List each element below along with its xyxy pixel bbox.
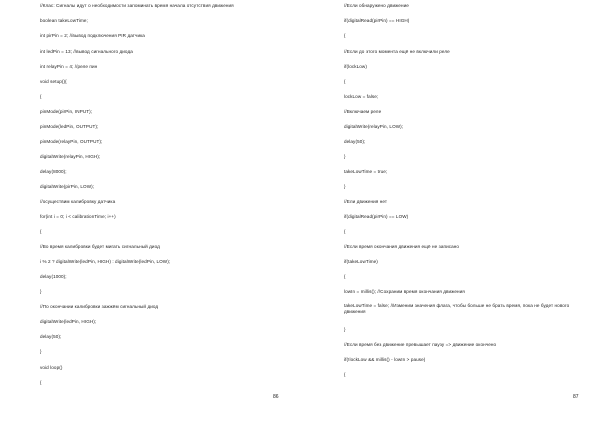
code-line: //Если обнаружено движение [344, 3, 409, 8]
code-line: lowIn = millis(); //Сохраним время окончания движения [344, 289, 465, 294]
code-line: { [344, 372, 346, 377]
code-line: //Клас: Сигналы идут о необходимости запоминать время начала отсутствия движения [40, 3, 234, 8]
code-line: { [344, 274, 346, 279]
code-line: //осуществим калибровку датчика [40, 199, 116, 204]
code-line: int relayPin = 4; //реле пин [40, 64, 98, 69]
code-line: { [344, 33, 346, 38]
code-line: if(takeLowTime) [344, 259, 378, 264]
code-line: { [344, 79, 346, 84]
code-line: } [344, 327, 346, 332]
code-line: //Ели движения нет [344, 199, 388, 204]
code-line: if(!lockLow && millis() - lowIn > pause) [344, 357, 426, 362]
code-line: i % 2 ? digitalWrite(ledPin, HIGH) : digitalWrite(ledPin, LOW); [40, 259, 171, 264]
code-line: //Включаем реле [344, 109, 382, 114]
code-line: //Если время окончания движения ещё не записано [344, 244, 460, 249]
code-line: digitalWrite(relayPin, HIGH); [40, 154, 101, 159]
code-line: } [344, 184, 346, 189]
code-line: lockLow = false; [344, 94, 379, 99]
code-line: pinMode(relayPin, OUTPUT); [40, 139, 103, 144]
code-line: takeLowTime = false; //Изменим значения флага, чтобы больше не брать время, пока не будет нового движения [344, 303, 570, 314]
code-line: if(digitalRead(pirPin) == LOW) [344, 214, 409, 219]
code-line: boolean takeLowTime; [40, 18, 88, 23]
code-line: { [40, 380, 42, 385]
page-number: 86 [273, 394, 279, 400]
code-line: int ledPin = 13; //вывод сигнального диода [40, 49, 133, 54]
code-line: } [40, 349, 42, 354]
code-line: int pirPin = 2; //вывод подключения PIR датчика [40, 33, 145, 38]
code-line: } [344, 154, 346, 159]
code-line: //Если до этого момента ещё не включили реле [344, 49, 450, 54]
code-line: pinMode(ledPin, OUTPUT); [40, 124, 99, 129]
code-line: { [40, 94, 42, 99]
code-line: { [344, 229, 346, 234]
code-line: digitalWrite(pirPin, LOW); [40, 184, 95, 189]
code-line: if(lockLow) [344, 64, 367, 69]
code-line: //Если время без движение превышает паузу => движение окончено [344, 342, 497, 347]
code-line: void loop() [40, 365, 63, 370]
code-line: delay(8000); [40, 169, 67, 174]
page-number: 87 [573, 394, 579, 400]
code-line: delay(50); [344, 139, 366, 144]
code-line: delay(1000); [40, 274, 67, 279]
right-page [300, 0, 600, 424]
code-line: takeLowTime = true; [344, 169, 388, 174]
code-line: //Во время калибровки будет мигать сигнальный диод [40, 244, 160, 249]
code-line: //По окончании калибровки зажжём сигнальный диод [40, 304, 159, 309]
code-line: } [40, 289, 42, 294]
code-line: { [40, 229, 42, 234]
code-line: if(digitalRead(pirPin) == HIGH) [344, 18, 410, 23]
code-line: delay(50); [40, 334, 62, 339]
code-line: digitalWrite(relayPin, LOW); [344, 124, 404, 129]
code-line: digitalWrite(ledPin, HIGH); [40, 319, 97, 324]
code-line: for(int i = 0; i < calibrationTime; i++) [40, 214, 116, 219]
code-line: pinMode(pirPin, INPUT); [40, 109, 93, 114]
code-line: void setup(){ [40, 79, 67, 84]
